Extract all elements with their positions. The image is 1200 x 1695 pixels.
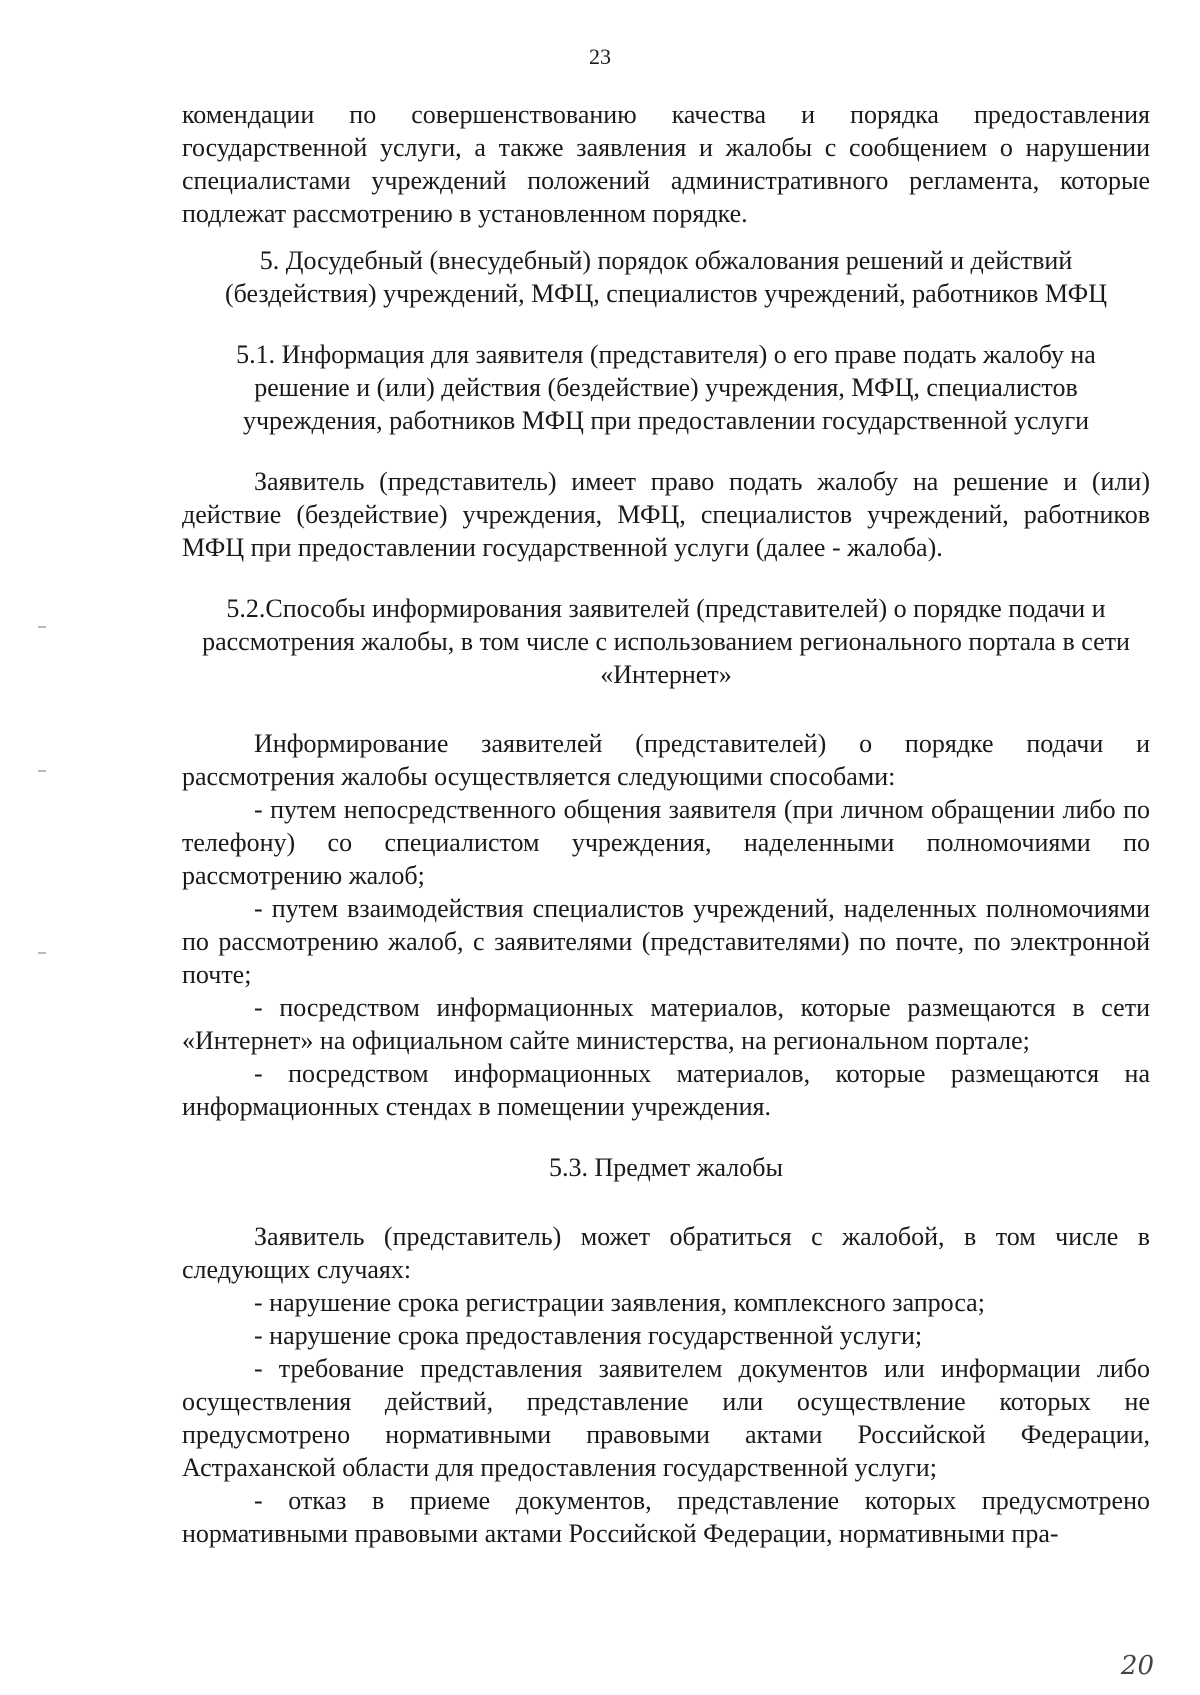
- list-item: - отказ в приеме документов, представление которых предусмотрено нормативными правовыми актами Российской Федерации, нормативными пра-: [182, 1486, 1150, 1548]
- paragraph-complaint-cases: Заявитель (представитель) может обратиться с жалобой, в том числе в следующих случаях:: [182, 1222, 1150, 1284]
- paragraph-informing-methods: Информирование заявителей (представителей) о порядке подачи и рассмотрения жалобы осуществляется следующими способами:: [182, 729, 1150, 791]
- list-item: - нарушение срока регистрации заявления, комплексного запроса;: [254, 1288, 985, 1317]
- scan-margin-mark: [38, 770, 46, 772]
- section-heading-5: 5. Досудебный (внесудебный) порядок обжалования решений и действий (бездействия) учреждений, МФЦ, специалистов учреждений, работников МФЦ: [225, 246, 1107, 308]
- list-item: - путем взаимодействия специалистов учреждений, наделенных полномочиями по рассмотрению жалоб, с заявителями (представителями) по почте, по электронной почте;: [182, 894, 1150, 989]
- section-heading-5-2: 5.2.Способы информирования заявителей (представителей) о порядке подачи и рассмотрения жалобы, в том числе с использованием регионального портала в сети «Интернет»: [202, 594, 1130, 689]
- document-body: [182, 98, 1150, 1550]
- section-heading-5-3: 5.3. Предмет жалобы: [549, 1153, 783, 1182]
- list-item: - посредством информационных материалов, которые размещаются в сети «Интернет» на официальном сайте министерства, на региональном портале;: [182, 993, 1150, 1055]
- paragraph-continuation: комендации по совершенствованию качества и порядка предоставления государственной услуги, а также заявления и жалобы с сообщением о нарушении специалистами учреждений положений административного регламента, которые подлежат рассмотрению в установленном порядке.: [182, 100, 1150, 228]
- list-item: - посредством информационных материалов, которые размещаются на информационных стендах в помещении учреждения.: [182, 1059, 1150, 1121]
- paragraph-right-to-complain: Заявитель (представитель) имеет право подать жалобу на решение и (или) действие (бездействие) учреждения, МФЦ, специалистов учреждений, работников МФЦ при предоставлении государственной услуги (далее - жалоба).: [182, 467, 1150, 562]
- page-number: 23: [589, 44, 611, 69]
- section-heading-5-1: 5.1. Информация для заявителя (представителя) о его праве подать жалобу на решение и (или) действия (бездействие) учреждения, МФЦ, специалистов учреждения, работников МФЦ при предоставлении государственной услуги: [236, 340, 1096, 435]
- scan-margin-mark: [38, 626, 46, 628]
- list-item: - путем непосредственного общения заявителя (при личном обращении либо по телефону) со специалистом учреждения, наделенными полномочиями по рассмотрению жалоб;: [182, 795, 1150, 890]
- list-item: - нарушение срока предоставления государственной услуги;: [254, 1321, 923, 1350]
- scan-margin-mark: [38, 952, 46, 954]
- list-item: - требование представления заявителем документов или информации либо осуществления действий, представление или осуществление которых не предусмотрено нормативными правовыми актами Российской Федерации, Астраханской области для предоставления государственной услуги;: [182, 1354, 1150, 1482]
- handwritten-page-mark: 20: [1120, 1651, 1154, 1681]
